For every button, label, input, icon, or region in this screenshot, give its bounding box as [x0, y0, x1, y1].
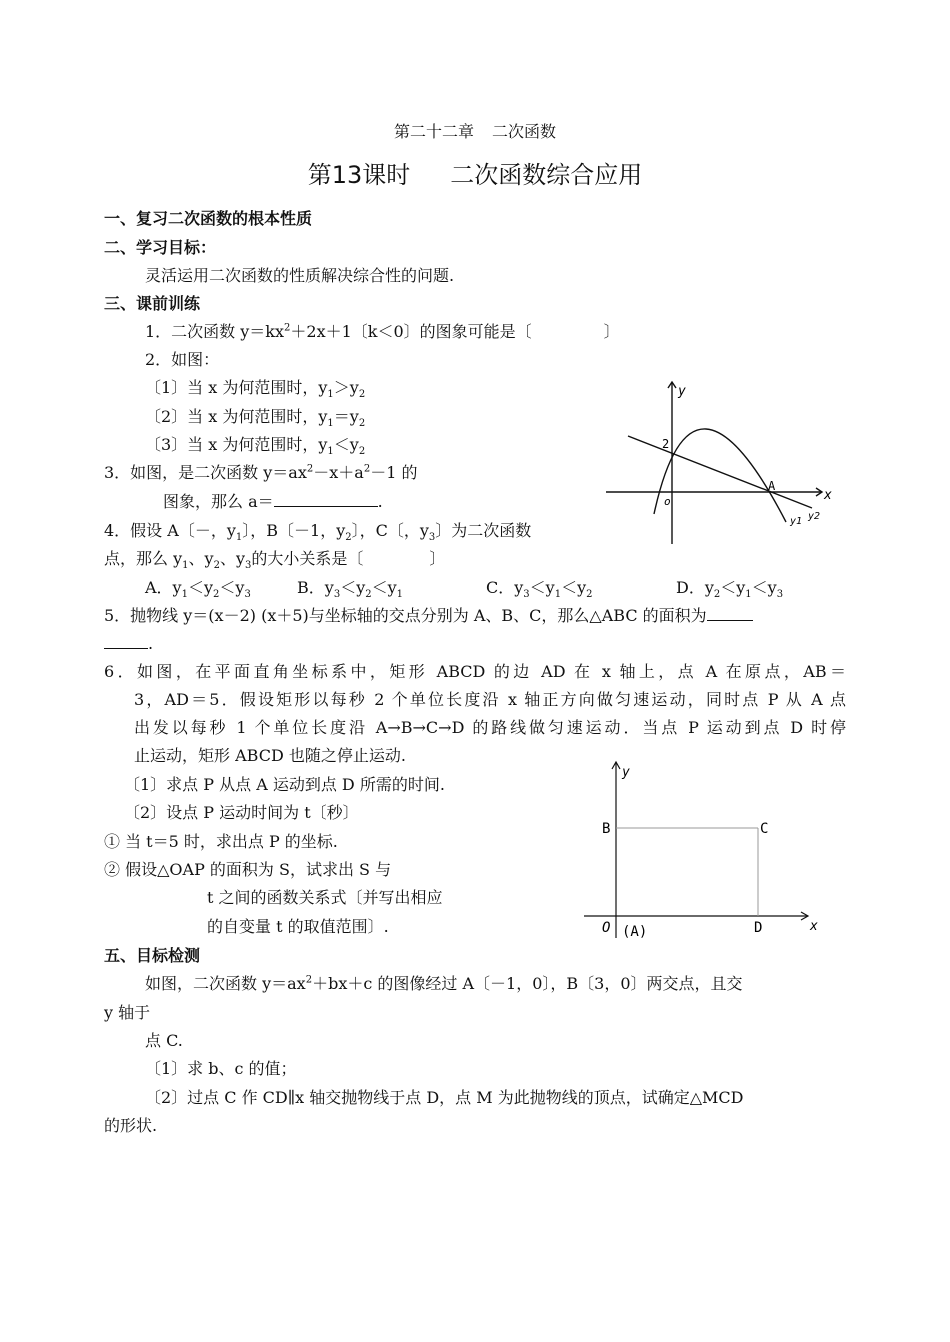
- section-pretraining: 三、课前训练: [104, 294, 201, 313]
- question-6-part-2-ii: ② 假设△OAP 的面积为 S，试求出 S 与: [104, 860, 392, 879]
- question-2-part-2: 〔2〕当 x 为何范围时，$y_1=y_2$: [145, 407, 366, 430]
- fig2-origin: O: [602, 920, 611, 936]
- target-part-2: 〔2〕过点 C 作 CD∥x 轴交抛物线于点 D，点 M 为此抛物线的顶点，试确定△MCD: [145, 1088, 744, 1107]
- target-line-2: y 轴于: [104, 1003, 151, 1022]
- question-4-option-d: D．$y_2<y_1<y_3$: [676, 578, 784, 601]
- question-5: 5．抛物线 y＝(x－2) (x＋5)与坐标轴的交点分别为 A、B、C，那么△ABC 的面积为: [104, 606, 753, 626]
- chapter-label: 第二十二章: [393, 122, 474, 141]
- fig1-line-y2: [628, 436, 812, 508]
- question-4-line-2: 点，那么 $y_1$、$y_2$、$y_3$的大小关系是〔 〕: [104, 549, 446, 572]
- fig1-x-label: x: [824, 488, 832, 503]
- fig2-point-b: B: [602, 821, 611, 837]
- target-line-1: 如图，二次函数 $y=ax^2+bx+c$ 的图像经过 A〔－1，0〕，B〔3，0〕两交点，且交: [145, 974, 743, 993]
- section-goals: 二、学习目标：: [104, 238, 217, 257]
- question-6-line-4: 止运动，矩形 ABCD 也随之停止运动.: [134, 746, 406, 765]
- question-4-option-a: A．$y_1<y_2<y_3$: [145, 578, 251, 601]
- lesson-title: [0, 160, 950, 190]
- fig1-parabola-y1: [654, 429, 786, 522]
- question-2-head: 2．如图：: [145, 350, 220, 369]
- lesson-number: 第13课时: [307, 161, 411, 189]
- goal-text: 灵活运用二次函数的性质解决综合性的问题.: [145, 266, 455, 285]
- question-2-part-1: 〔1〕当 x 为何范围时，$y_1>y_2$: [145, 378, 366, 401]
- question-6-part-2-ii-cont: t 之间的函数关系式〔并写出相应: [207, 888, 443, 907]
- fig1-intercept-2: 2: [662, 437, 670, 451]
- chapter-subtitle: 二次函数: [492, 122, 557, 141]
- fig1-point-a: A: [768, 479, 776, 493]
- question-3: 3．如图，是二次函数 $y=ax^2-x+a^2-1$ 的: [104, 463, 418, 482]
- question-6-line-3: 出发以每秒 1 个单位长度沿 A→B→C→D 的路线做匀速运动．当点 P 运动到点 D 时停: [134, 718, 846, 737]
- fig2-point-a: (A): [622, 924, 648, 940]
- fig2-point-c: C: [760, 821, 769, 837]
- question-6-part-2: 〔2〕设点 P 运动时间为 t〔秒〕: [124, 803, 359, 822]
- question-6-part-1: 〔1〕求点 P 从点 A 运动到点 D 所需的时间.: [124, 775, 445, 794]
- question-4-option-c: C．$y_3<y_1<y_2$: [486, 578, 593, 601]
- parabola-figure: [600, 372, 846, 548]
- fig1-origin: o: [664, 495, 671, 508]
- question-3-answer: 图象，那么 a＝ .: [163, 492, 383, 511]
- target-part-2-end: 的形状.: [104, 1116, 158, 1135]
- question-6-line-2: 3，AD＝5．假设矩形以每秒 2 个单位长度沿 x 轴正方向做匀速运动，同时点 P 从 A 点: [134, 690, 846, 709]
- fig2-y-label: y: [622, 765, 630, 780]
- question-4-option-b: B．$y_3<y_2<y_1$: [297, 578, 404, 601]
- target-line-3: 点 C.: [145, 1031, 183, 1050]
- chapter-heading: [0, 122, 950, 142]
- target-part-1: 〔1〕求 b、c 的值；: [145, 1059, 297, 1078]
- lesson-name: 二次函数综合应用: [450, 161, 643, 189]
- question-5-end: .: [104, 634, 153, 654]
- fig2-point-d: D: [754, 920, 763, 936]
- question-2-part-3: 〔3〕当 x 为何范围时，$y_1<y_2$: [145, 435, 366, 458]
- fig1-y-label: y: [678, 384, 686, 399]
- rectangle-figure: [580, 752, 830, 944]
- fig1-label-y1: y1: [790, 516, 803, 527]
- fig1-label-y2: y2: [808, 511, 821, 522]
- fig2-x-label: x: [810, 919, 818, 934]
- question-6-part-2-ii-end: 的自变量 t 的取值范围〕.: [207, 917, 389, 936]
- question-6-part-2-i: ① 当 t＝5 时，求出点 P 的坐标.: [104, 832, 338, 851]
- question-1: 1．二次函数 $y=kx^2+2x+1$〔k＜0〕的图象可能是〔 〕: [145, 322, 620, 341]
- section-review: 一、复习二次函数的根本性质: [104, 209, 313, 228]
- section-target-test: 五、目标检测: [104, 946, 201, 965]
- question-4-line-1: 4．假设 A〔－，$y_1$〕，B〔－1，$y_2$〕，C〔，$y_3$〕为二次函数: [104, 521, 532, 544]
- question-6-line-1: 6．如图，在平面直角坐标系中，矩形 ABCD 的边 AD 在 x 轴上，点 A 在原点，AB＝: [104, 662, 846, 681]
